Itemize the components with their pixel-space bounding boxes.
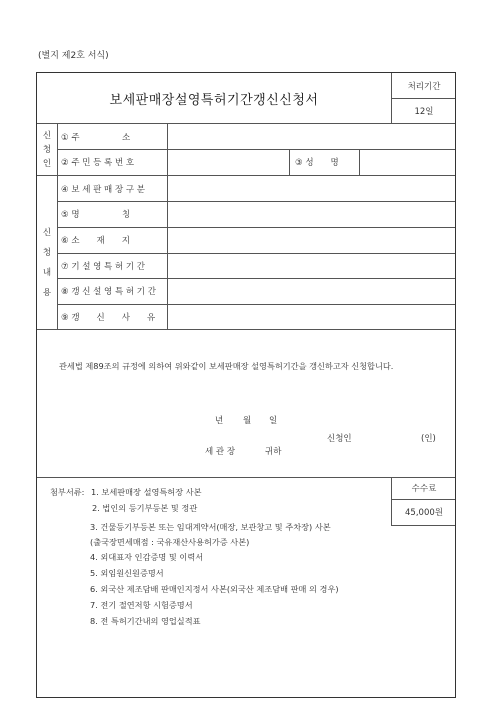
name-label: ③ 성 명 <box>295 158 339 168</box>
seal-mark: (인) <box>421 434 436 444</box>
applicant-group-label: 신 청 인 <box>42 131 52 169</box>
attachment-item: 6. 외국산 제조담배 판매인지정서 사본(외국산 제조담배 판매 의 경우) <box>90 584 339 594</box>
attachment-item: (출국장면세매점 : 국유재산사용허가증 사본) <box>90 537 250 547</box>
applicant-sign-label: 신청인 <box>327 434 352 444</box>
address-bottom-line <box>57 149 455 150</box>
form-title: 보세판매장설영특허기간갱신신청서 <box>109 92 319 108</box>
name-cell-left-line <box>289 149 290 175</box>
row7-bottom-line <box>57 278 455 279</box>
store-type-label: ④ 보 세 판 매 장 구 분 <box>61 185 146 195</box>
existing-period-label: ⑦ 기 설 영 특 허 기 간 <box>61 262 146 272</box>
attachments-label: 첨부서류: <box>50 487 85 497</box>
attachment-item: 3. 건물등기부등본 또는 임대계약서(매장, 보관창고 및 주차장) 사본 <box>90 522 331 532</box>
store-name-label: ⑤ 명 칭 <box>61 210 131 220</box>
attachment-item: 2. 법인의 등기부등본 및 정관 <box>92 503 198 513</box>
attachment-item: 5. 외임원신원증명서 <box>90 568 164 578</box>
row8-bottom-line <box>57 304 455 305</box>
processing-value: 12일 <box>414 106 434 117</box>
customs-office: 세 관 장 <box>205 447 236 457</box>
location-label: ⑥ 소 재 지 <box>61 236 130 246</box>
processing-label: 처리기간 <box>407 81 441 92</box>
attachment-item: 7. 전기 절연저항 시험증명서 <box>90 600 193 610</box>
honorific: 귀하 <box>265 447 282 457</box>
row4-bottom-line <box>57 201 455 202</box>
fee-bottom-line <box>391 525 455 526</box>
label-column-divider <box>167 123 168 329</box>
name-cell-right-line <box>359 149 360 175</box>
date-month: 월 <box>243 416 252 426</box>
fee-label: 수수료 <box>411 484 437 494</box>
applicant-bottom-line <box>37 175 455 176</box>
renewal-reason-label: ⑨ 갱 신 사 유 <box>61 313 156 323</box>
application-form <box>36 72 456 698</box>
resident-number-label: ② 주 민 등 록 번 호 <box>61 158 135 168</box>
attachment-item: 8. 전 특허기간내의 영업실적표 <box>90 616 201 626</box>
attachment-item: 4. 외대표자 인감증명 및 이력서 <box>90 552 204 562</box>
details-bottom-line <box>37 329 455 330</box>
attachment-item: 1. 보세판매장 설영특허장 사본 <box>91 487 202 497</box>
details-group-label: 신 청 내 용 <box>42 228 52 298</box>
row6-bottom-line <box>57 253 455 254</box>
date-day: 일 <box>269 416 278 426</box>
renewal-period-label: ⑧ 갱 신 설 영 특 허 기 간 <box>61 287 156 297</box>
address-label: ① 주 소 <box>61 133 131 143</box>
fee-value: 45,000원 <box>405 508 443 518</box>
row5-bottom-line <box>57 227 455 228</box>
form-number: (별지 제2호 서식) <box>38 51 109 61</box>
application-statement: 관세법 제89조의 규정에 의하여 위와같이 보세판매장 설영특허기간을 갱신하고자 신청합니다. <box>59 361 394 371</box>
date-year: 년 <box>215 416 224 426</box>
left-group-divider <box>57 123 58 329</box>
header-bottom-line <box>37 123 455 124</box>
